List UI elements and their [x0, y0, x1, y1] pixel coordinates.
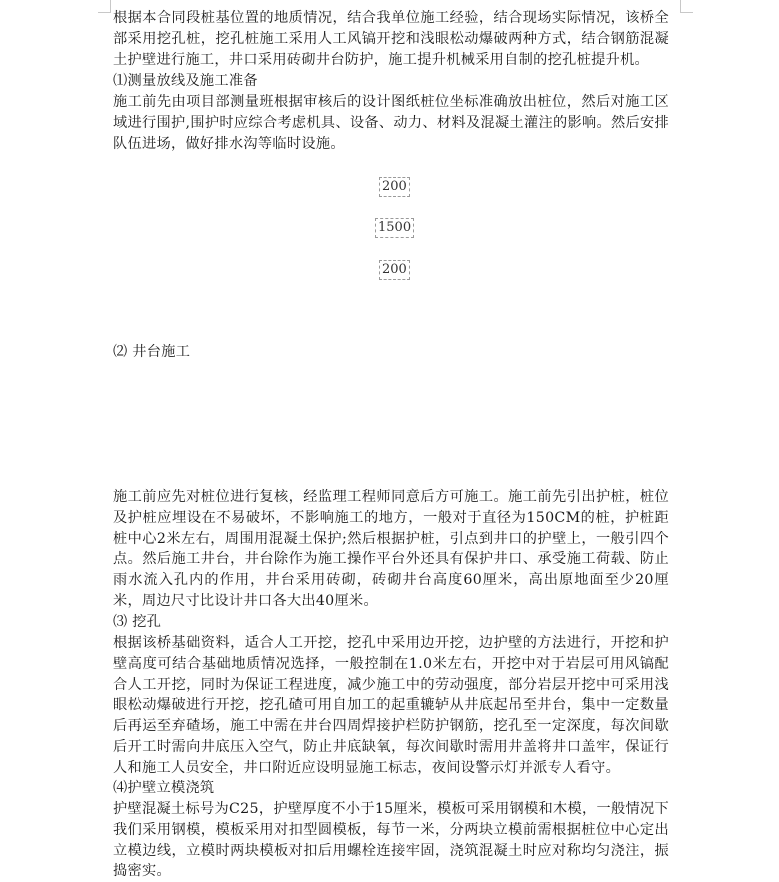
intro-paragraph: 根据本合同段桩基位置的地质情况，结合我单位施工经验，结合现场实际情况，该桥全部采用挖孔桩，挖孔桩施工采用人工风镐开挖和浅眼松动爆破两种方式，结合钢筋混凝土护壁进行施工，井口采用砖砌井台防护，施工提升机械采用自制的挖孔桩提升机。	[113, 10, 669, 68]
section2-heading: ⑵ 井台施工	[113, 344, 191, 360]
page-corner-mark-left	[98, 0, 111, 13]
section1-heading: ⑴测量放线及施工准备	[113, 73, 258, 89]
section2-body: 施工前应先对桩位进行复核，经监理工程师同意后方可施工。施工前先引出护桩，桩位及护桩应埋设在不易破坏，不影响施工的地方，一般对于直径为150CM的桩，护桩距桩中心2米左右，周围用混凝土保护;然后根据护桩，引点到井口的护壁上，一般引四个点。然后施工井台，井台除作为施工操作平台外还具有保护井口、承受施工荷载、防止雨水流入孔内的作用，井台采用砖砌，砖砌井台高度60厘米，高出原地面至少20厘米，周边尺寸比设计井口各大出40厘米。	[113, 489, 669, 609]
section4-heading: ⑷护壁立模浇筑	[113, 780, 215, 796]
figure-dimension-label-middle: 1500	[375, 218, 414, 238]
section3-heading: ⑶ 挖孔	[113, 614, 162, 630]
figure-dimension-label-top: 200	[379, 177, 410, 197]
figure-dimension-label-bottom: 200	[379, 260, 410, 280]
section1-body: 施工前先由项目部测量班根据审核后的设计图纸桩位坐标准确放出桩位，然后对施工区域进行围护,围护时应综合考虑机具、设备、动力、材料及混凝土灌注的影响。然后安排队伍进场，做好排水沟等临时设施。	[113, 94, 669, 152]
section4-body: 护壁混凝土标号为C25，护壁厚度不小于15厘米，模板可采用钢模和木模，一般情况下我们采用钢模，模板采用对扣型圆模板，每节一米，分两块立模前需根据桩位中心定出立模边线，立模时两块模板对扣后用螺栓连接牢固，浇筑混凝土时应对称均匀浇注，振捣密实。	[113, 801, 669, 880]
section3-body: 根据该桥基础资料，适合人工开挖，挖孔中采用边开挖，边护壁的方法进行，开挖和护壁高度可结合基础地质情况选择，一般控制在1.0米左右，开挖中对于岩层可用风镐配合人工开挖，同时为保证工程进度，减少施工中的劳动强度，部分岩层开挖中可采用浅眼松动爆破进行开挖，挖孔碴可用自加工的起重辘轳从井底起吊至井台，集中一定数量后再运至弃碴场，施工中需在井台四周焊接护栏防护钢筋，挖孔至一定深度，每次间歇后开工时需向井底压入空气，防止井底缺氧，每次间歇时需用井盖将井口盖牢，保证行人和施工人员安全，井口附近应设明显施工标志，夜间设警示灯并派专人看守。	[113, 635, 669, 776]
page-corner-mark-right	[680, 0, 693, 13]
